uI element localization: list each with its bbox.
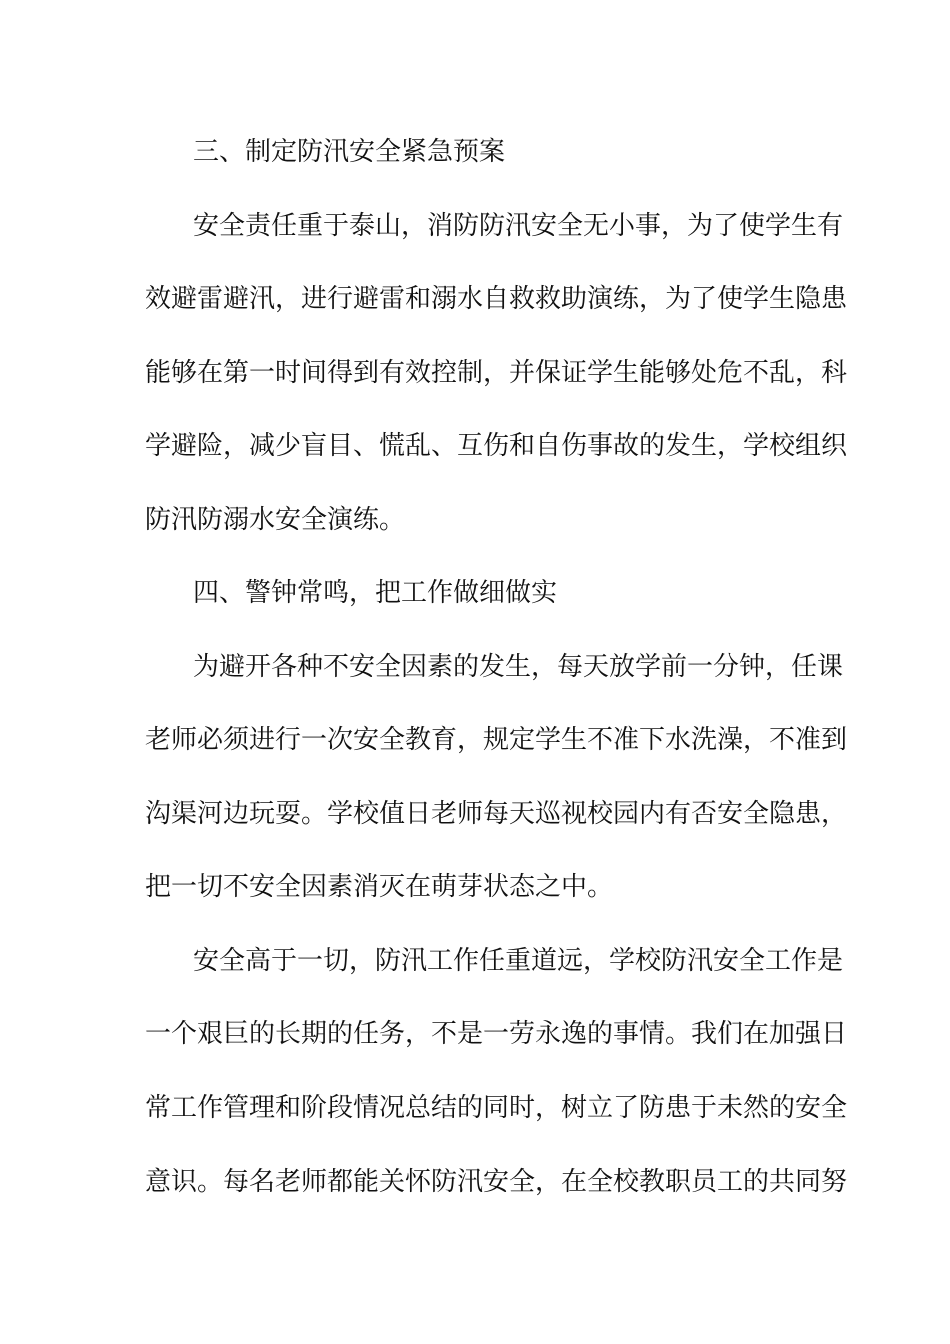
paragraph-line: 常工作管理和阶段情况总结的同时，树立了防患于未然的安全 [145, 1093, 848, 1123]
section-heading-3: 三、制定防汛安全紧急预案 [193, 137, 506, 167]
paragraph-line: 学避险，减少盲目、慌乱、互伤和自伤事故的发生，学校组织 [145, 431, 848, 461]
paragraph-line: 安全责任重于泰山，消防防汛安全无小事，为了使学生有 [193, 211, 844, 241]
paragraph-line: 防汛防溺水安全演练。 [145, 505, 406, 535]
paragraph-line: 效避雷避汛，进行避雷和溺水自救救助演练，为了使学生隐患 [145, 284, 848, 314]
section-heading-4: 四、警钟常鸣，把工作做细做实 [193, 578, 558, 608]
paragraph-line: 能够在第一时间得到有效控制，并保证学生能够处危不乱，科 [145, 358, 848, 388]
paragraph-line: 一个艰巨的长期的任务，不是一劳永逸的事情。我们在加强日 [145, 1019, 848, 1049]
paragraph-line: 安全高于一切，防汛工作任重道远，学校防汛安全工作是 [193, 946, 844, 976]
paragraph-line: 老师必须进行一次安全教育，规定学生不准下水洗澡，不准到 [145, 725, 848, 755]
paragraph-line: 为避开各种不安全因素的发生，每天放学前一分钟，任课 [193, 652, 844, 682]
paragraph-line: 意识。每名老师都能关怀防汛安全，在全校教职员工的共同努 [145, 1167, 848, 1197]
paragraph-line: 沟渠河边玩耍。学校值日老师每天巡视校园内有否安全隐患， [145, 799, 848, 829]
paragraph-line: 把一切不安全因素消灭在萌芽状态之中。 [145, 872, 614, 902]
